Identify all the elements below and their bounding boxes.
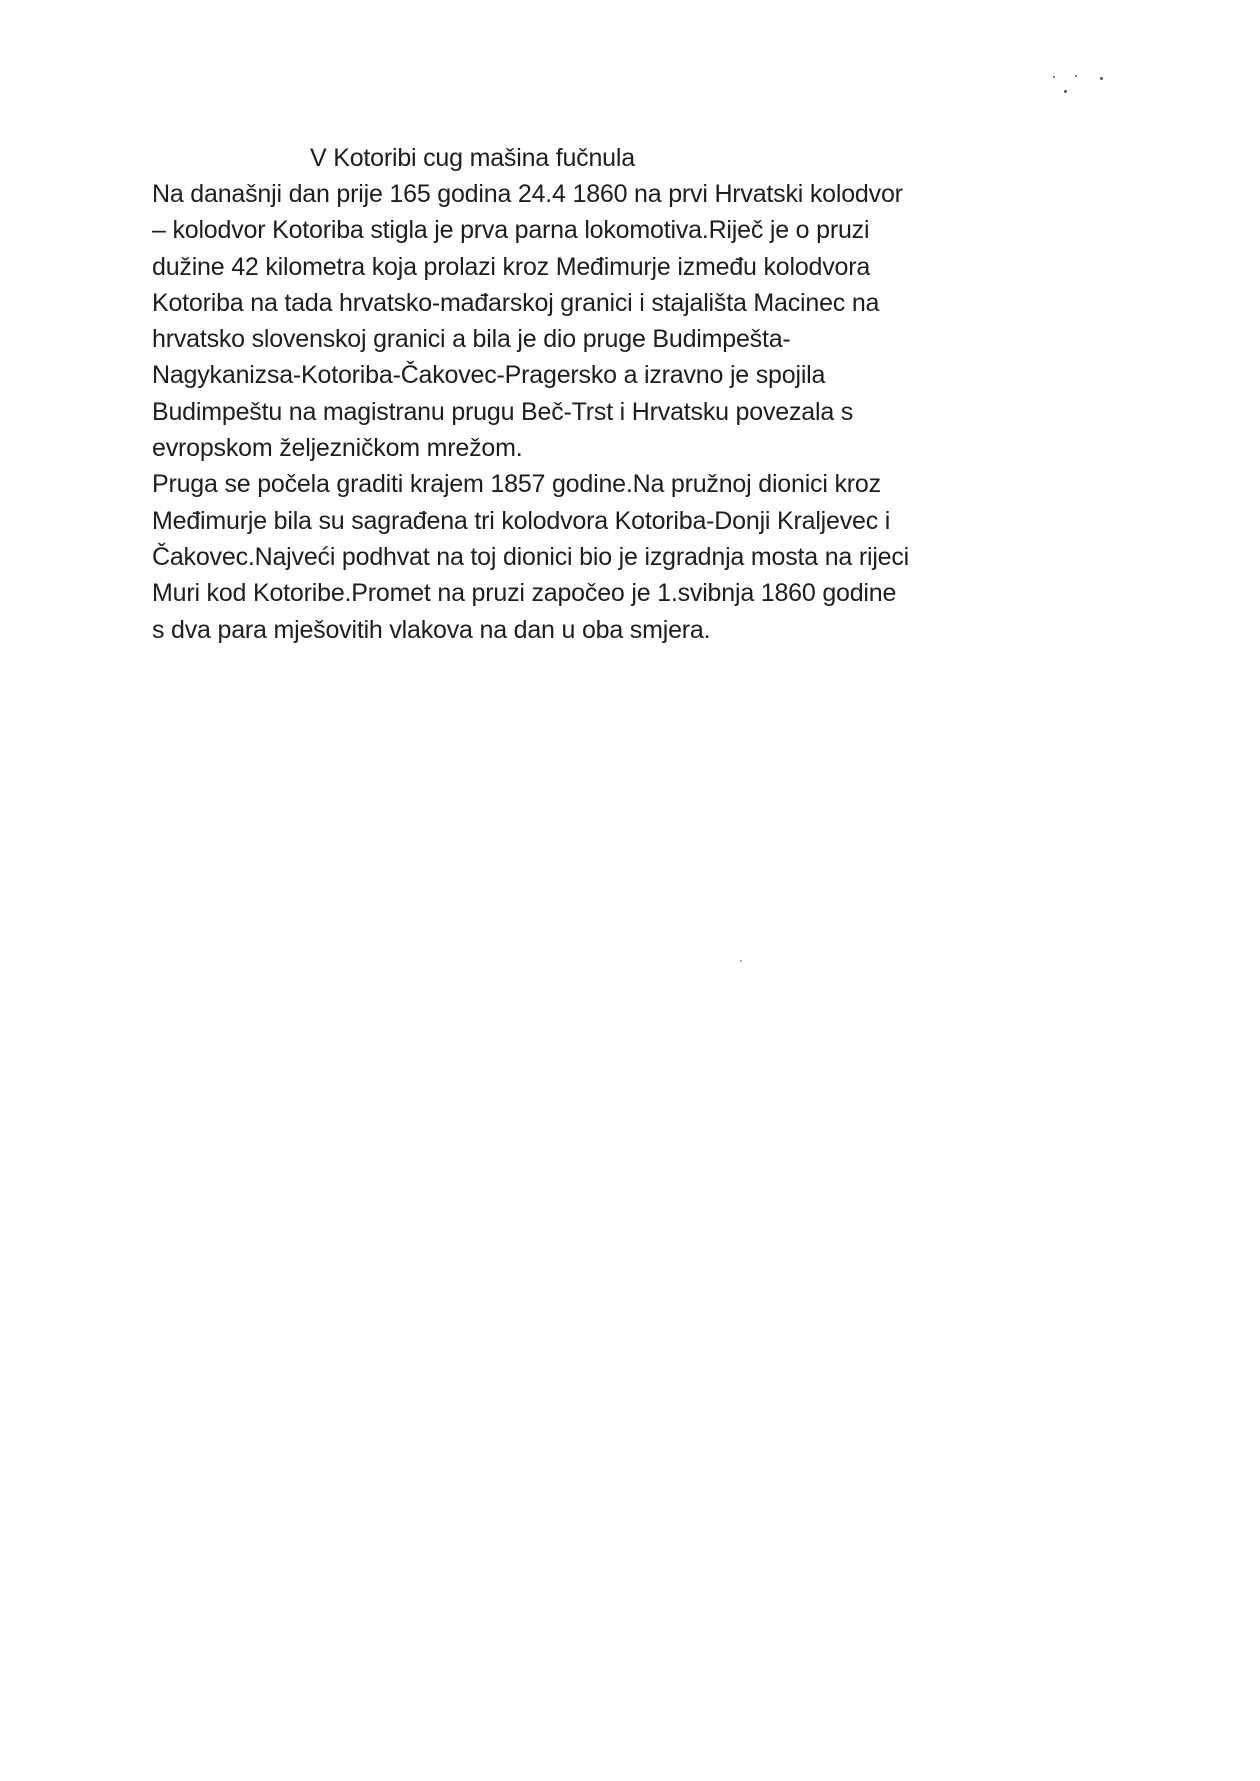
paragraph-line: Nagykanizsa-Kotoriba-Čakovec-Pragersko a izravno je spojila [152, 361, 826, 390]
scan-speck [1075, 75, 1077, 77]
scan-speck [740, 960, 742, 962]
document-body [152, 140, 1092, 648]
paragraph-line: Kotoriba na tada hrvatsko-mađarskoj granici i stajališta Macinec na [152, 288, 880, 317]
paragraph-line: Pruga se počela graditi krajem 1857 godine.Na pružnoj dionici kroz [152, 470, 881, 499]
paragraph-line: evropskom željezničkom mrežom. [152, 434, 523, 463]
paragraph-line: Na današnji dan prije 165 godina 24.4 1860 na prvi Hrvatski kolodvor [152, 180, 903, 208]
scan-speck [1100, 77, 1103, 80]
paragraph-line: – kolodvor Kotoriba stigla je prva parna lokomotiva.Riječ je o pruzi [152, 216, 870, 245]
scan-speck [1053, 76, 1055, 78]
paragraph-line: dužine 42 kilometra koja prolazi kroz Međimurje između kolodvora [152, 252, 871, 281]
document-title: V Kotoribi cug mašina fučnula [310, 144, 635, 172]
paragraph-line: Međimurje bila su sagrađena tri kolodvora Kotoriba-Donji Kraljevec i [152, 506, 891, 535]
scan-speck [1064, 90, 1067, 93]
paragraph-line: Čakovec.Najveći podhvat na toj dionici bio je izgradnja mosta na rijeci [152, 542, 910, 571]
paragraph-line: hrvatsko slovenskoj granici a bila je dio pruge Budimpešta- [152, 325, 791, 354]
paragraph-line: Muri kod Kotoribe.Promet na pruzi započeo je 1.svibnja 1860 godine [152, 579, 897, 608]
paragraph-line: s dva para mješovitih vlakova na dan u oba smjera. [152, 615, 711, 644]
paragraph-line: Budimpeštu na magistranu prugu Beč-Trst i Hrvatsku povezala s [152, 397, 854, 426]
